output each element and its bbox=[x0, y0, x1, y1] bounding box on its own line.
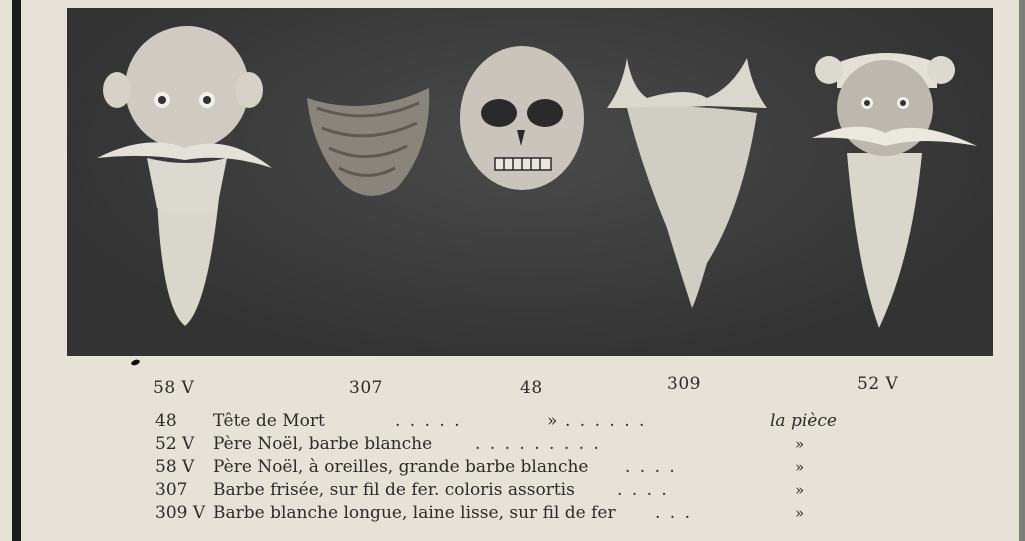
photo-label-307: 307 bbox=[349, 378, 383, 398]
list-item bbox=[155, 479, 855, 502]
item-ditto-mark: » bbox=[795, 435, 805, 453]
leader-dots: . . . . bbox=[617, 480, 669, 500]
item-price-unit: la pièce bbox=[770, 411, 837, 431]
leader-dots: . . . . . bbox=[395, 411, 462, 431]
page-edge-shadow bbox=[1019, 0, 1025, 541]
ink-mark bbox=[130, 359, 140, 367]
list-item bbox=[155, 502, 855, 525]
item-description: Tête de Mort bbox=[213, 411, 325, 431]
catalog-photo bbox=[67, 8, 993, 356]
leader-dots: . . . . bbox=[625, 457, 677, 477]
item-ditto-mark: » bbox=[547, 411, 560, 431]
item-code: 58 V bbox=[155, 457, 195, 477]
photo-label-52v: 52 V bbox=[857, 374, 899, 394]
item-ditto-mark: » bbox=[795, 504, 805, 522]
mask-309-figure bbox=[607, 58, 767, 308]
item-code: 307 bbox=[155, 480, 188, 500]
photo-label-58v: 58 V bbox=[153, 378, 195, 398]
masks-illustration bbox=[67, 8, 993, 356]
item-description: Barbe frisée, sur fil de fer. coloris assortis bbox=[213, 480, 575, 500]
list-item bbox=[155, 433, 855, 456]
mask-52v-figure bbox=[812, 53, 977, 328]
mask-48-figure bbox=[460, 46, 584, 190]
mask-58v-figure bbox=[97, 26, 272, 326]
photo-label-48: 48 bbox=[520, 378, 543, 398]
leader-dots: . . . . . . . . . bbox=[475, 434, 601, 454]
mask-307-figure bbox=[307, 88, 429, 196]
list-item bbox=[155, 456, 855, 479]
item-description: Père Noël, barbe blanche bbox=[213, 434, 433, 454]
item-description: Barbe blanche longue, laine lisse, sur fil de fer bbox=[213, 503, 616, 523]
item-list bbox=[155, 410, 855, 525]
leader-dots: . . . . . . bbox=[565, 411, 647, 431]
item-ditto-mark: » bbox=[795, 481, 805, 499]
item-code: 52 V bbox=[155, 434, 195, 454]
item-code: 48 bbox=[155, 411, 177, 431]
list-item bbox=[155, 410, 855, 433]
item-ditto-mark: » bbox=[795, 458, 805, 476]
item-code: 309 V bbox=[155, 503, 206, 523]
leader-dots: . . . bbox=[655, 503, 693, 523]
item-description: Père Noël, à oreilles, grande barbe blanche bbox=[213, 457, 589, 477]
photo-label-309: 309 bbox=[667, 374, 701, 394]
page-edge-bar bbox=[12, 0, 21, 541]
